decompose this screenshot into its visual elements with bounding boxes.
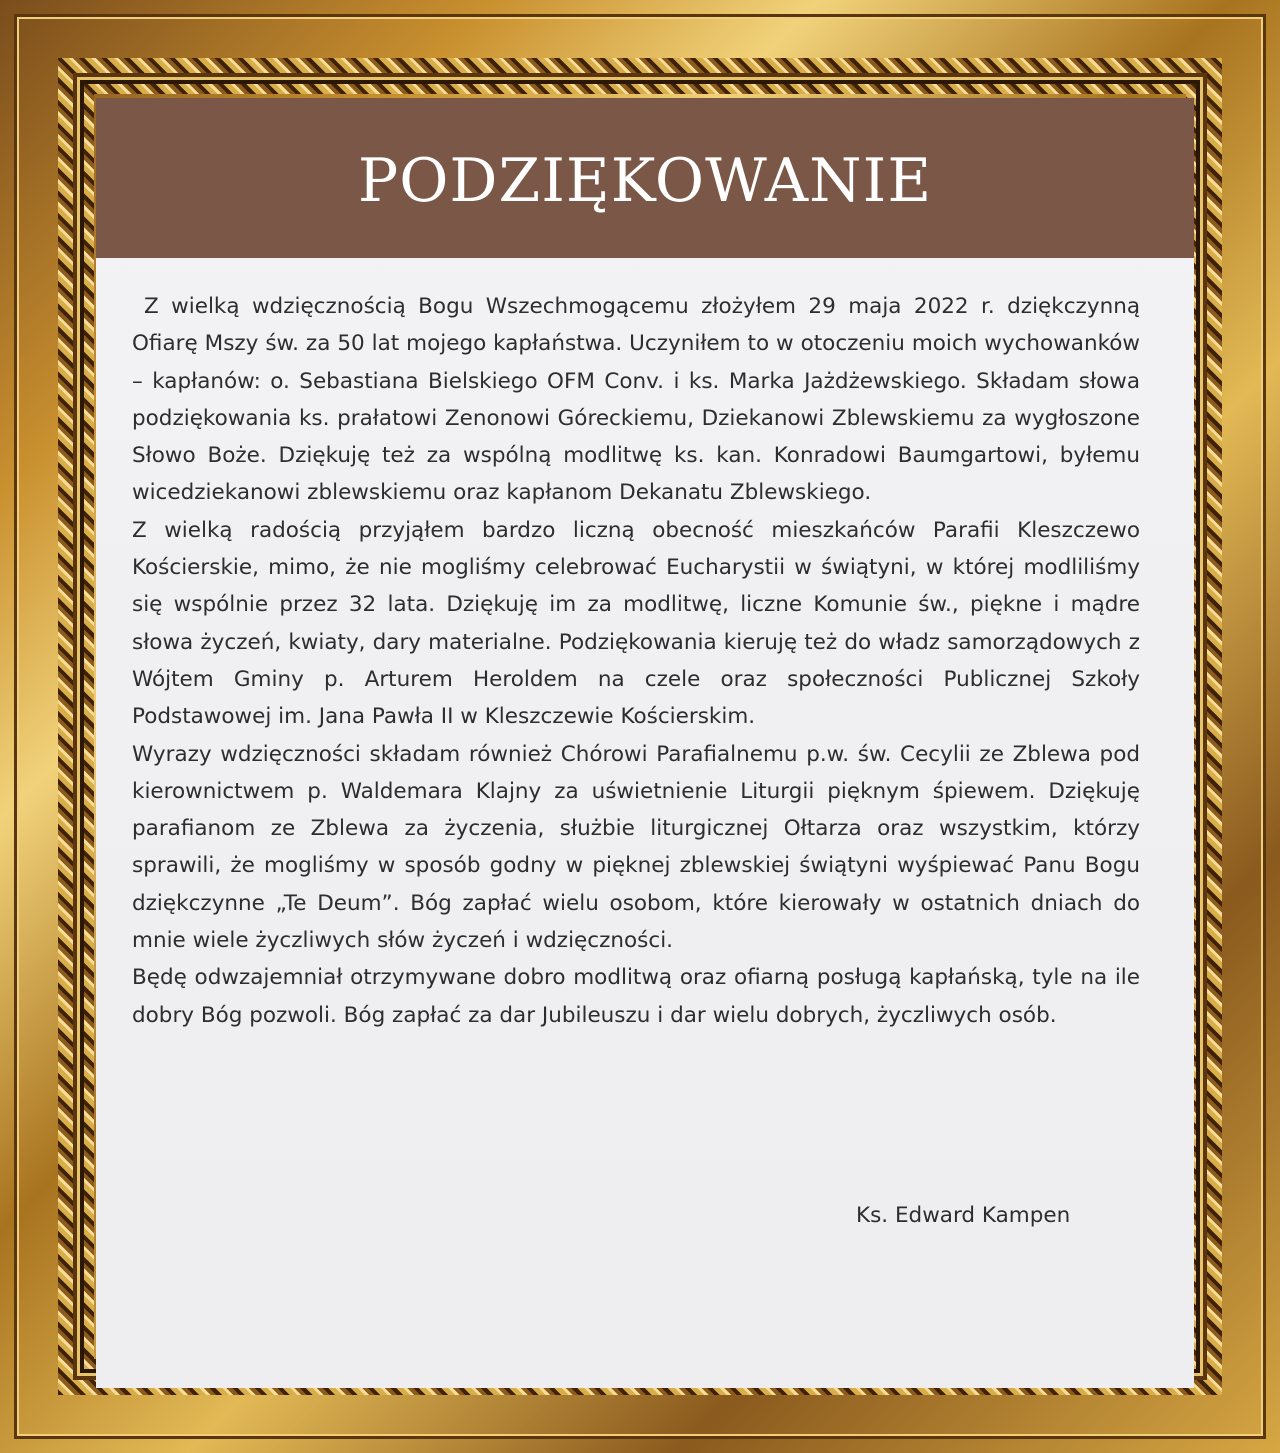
- letter-body: [132, 288, 1140, 1034]
- paragraph-1: Z wielką wdzięcznością Bogu Wszechmogącemu złożyłem 29 maja 2022 r. dziękczynną Ofiarę Mszy św. za 50 lat mojego kapłaństwa. Uczyniłem to w otoczeniu moich wychowanków – kapłanów: o. Sebastiana Bielskiego OFM Conv. i ks. Marka Jażdżewskiego. Składam słowa podziękowania ks. prałatowi Zenonowi Góreckiemu, Dziekanowi Zblewskiemu za wygłoszone Słowo Boże. Dziękuję też za wspólną modlitwę ks. kan. Konradowi Baumgartowi, byłemu wicedziekanowi zblewskiemu oraz kapłanom Dekanatu Zblewskiego.: [132, 294, 1140, 506]
- signature: Ks. Edward Kampen: [856, 1203, 1071, 1228]
- paragraph-4: Będę odwzajemniał otrzymywane dobro modlitwą oraz ofiarną posługą kapłańską, tyle na ile dobry Bóg pozwoli. Bóg zapłać za dar Jubileuszu i dar wielu dobrych, życzliwych osób.: [132, 965, 1140, 1028]
- letter-sheet: [96, 98, 1194, 1388]
- page-title: PODZIĘKOWANIE: [357, 146, 933, 216]
- paragraph-2: Z wielką radością przyjąłem bardzo liczną obecność mieszkańców Parafii Kleszczewo Kościerskie, mimo, że nie mogliśmy celebrować Eucharystii w świątyni, w której modliliśmy się wspólnie przez 32 lata. Dziękuję im za modlitwę, liczne Komunie św., piękne i mądre słowa życzeń, kwiaty, dary materialne. Podziękowania kieruję też do władz samorządowych z Wójtem Gminy p. Arturem Heroldem na czele oraz społeczności Publicznej Szkoły Podstawowej im. Jana Pawła II w Kleszczewie Kościerskim.: [132, 517, 1140, 730]
- title-banner: [96, 98, 1194, 258]
- paragraph-3: Wyrazy wdzięczności składam również Chórowi Parafialnemu p.w. św. Cecylii ze Zblewa pod kierownictwem p. Waldemara Klajny za uświetnienie Liturgii pięknym śpiewem. Dziękuję parafianom ze Zblewa za życzenia, służbie liturgicznej Ołtarza oraz wszystkim, którzy sprawili, że mogliśmy w sposób godny w pięknej zblewskiej świątyni wyśpiewać Panu Bogu dziękczynne „Te Deum”. Bóg zapłać wielu osobom, które kierowały w ostatnich dniach do mnie wiele życzliwych słów życzeń i wdzięczności.: [132, 741, 1140, 954]
